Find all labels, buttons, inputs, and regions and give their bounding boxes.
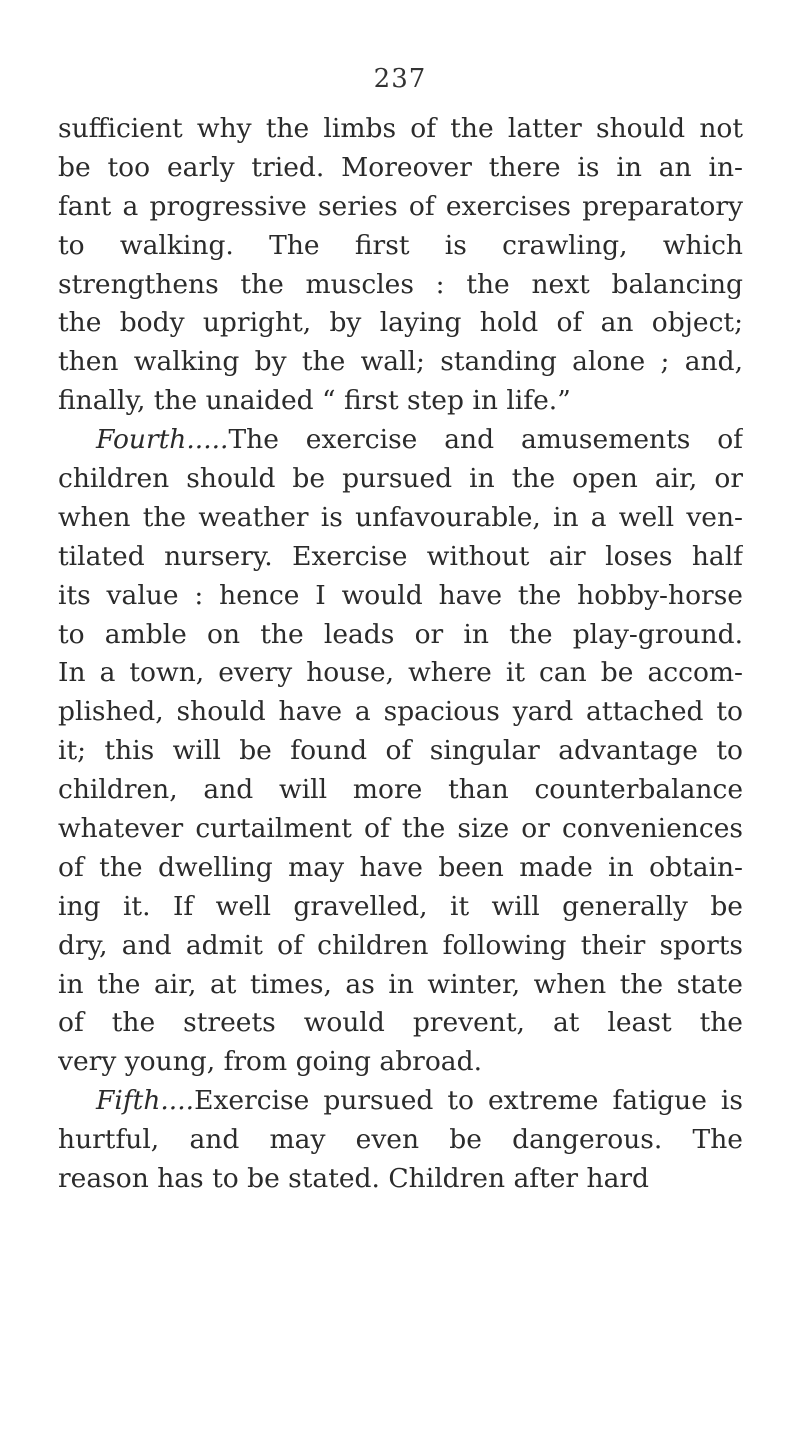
text-line: ing it. If well gravelled, it will generally be bbox=[58, 890, 743, 922]
text-line: very young, from going abroad. bbox=[58, 1046, 482, 1078]
paragraph-lead-fifth: Fifth.... bbox=[96, 1085, 195, 1117]
paragraph-fifth-text: Exercise pursued to extreme fatigue is bbox=[194, 1085, 743, 1117]
text-line: hurtful, and may even be dangerous. The bbox=[58, 1124, 743, 1156]
paragraph-fourth-text: The exercise and amusements of bbox=[228, 424, 743, 456]
text-line: fant a progressive series of exercises preparatory bbox=[58, 190, 743, 222]
paragraph-lead-fourth: Fourth..... bbox=[96, 424, 229, 456]
text-line: of the dwelling may have been made in obtain- bbox=[58, 851, 743, 883]
text-line: of the streets would prevent, at least the bbox=[58, 1007, 743, 1039]
text-line: the body upright, by laying hold of an object; bbox=[58, 307, 743, 339]
text-line: then walking by the wall; standing alone ; and, bbox=[58, 346, 743, 378]
text-line: whatever curtailment of the size or conveniences bbox=[58, 813, 743, 845]
paragraph-fourth-first-line bbox=[58, 421, 743, 460]
paragraph-fifth-first-line bbox=[58, 1082, 743, 1121]
text-line: In a town, every house, where it can be accom- bbox=[58, 657, 743, 689]
body-text bbox=[58, 110, 743, 1199]
text-line: plished, should have a spacious yard attached to bbox=[58, 696, 743, 728]
text-line: its value : hence I would have the hobby-horse bbox=[58, 579, 743, 611]
text-line: when the weather is unfavourable, in a well ven- bbox=[58, 501, 743, 533]
text-line: finally, the unaided “ first step in life.” bbox=[58, 385, 571, 417]
text-line: sufficient why the limbs of the latter should not bbox=[58, 113, 743, 144]
text-line: strengthens the muscles : the next balancing bbox=[58, 268, 743, 300]
text-line: children, and will more than counterbalance bbox=[58, 774, 743, 806]
text-line: it; this will be found of singular advantage to bbox=[58, 735, 743, 767]
text-line: to walking. The first is crawling, which bbox=[58, 229, 743, 261]
text-line: tilated nursery. Exercise without air loses half bbox=[58, 540, 743, 572]
text-line: be too early tried. Moreover there is in an in- bbox=[58, 151, 743, 183]
page-number: 237 bbox=[373, 64, 427, 94]
text-line: dry, and admit of children following their sports bbox=[58, 929, 743, 961]
text-line: to amble on the leads or in the play-ground. bbox=[58, 618, 743, 650]
text-line: children should be pursued in the open air, or bbox=[58, 463, 743, 495]
text-line: reason has to be stated. Children after hard bbox=[58, 1163, 649, 1195]
text-line: in the air, at times, as in winter, when the state bbox=[58, 968, 743, 1000]
